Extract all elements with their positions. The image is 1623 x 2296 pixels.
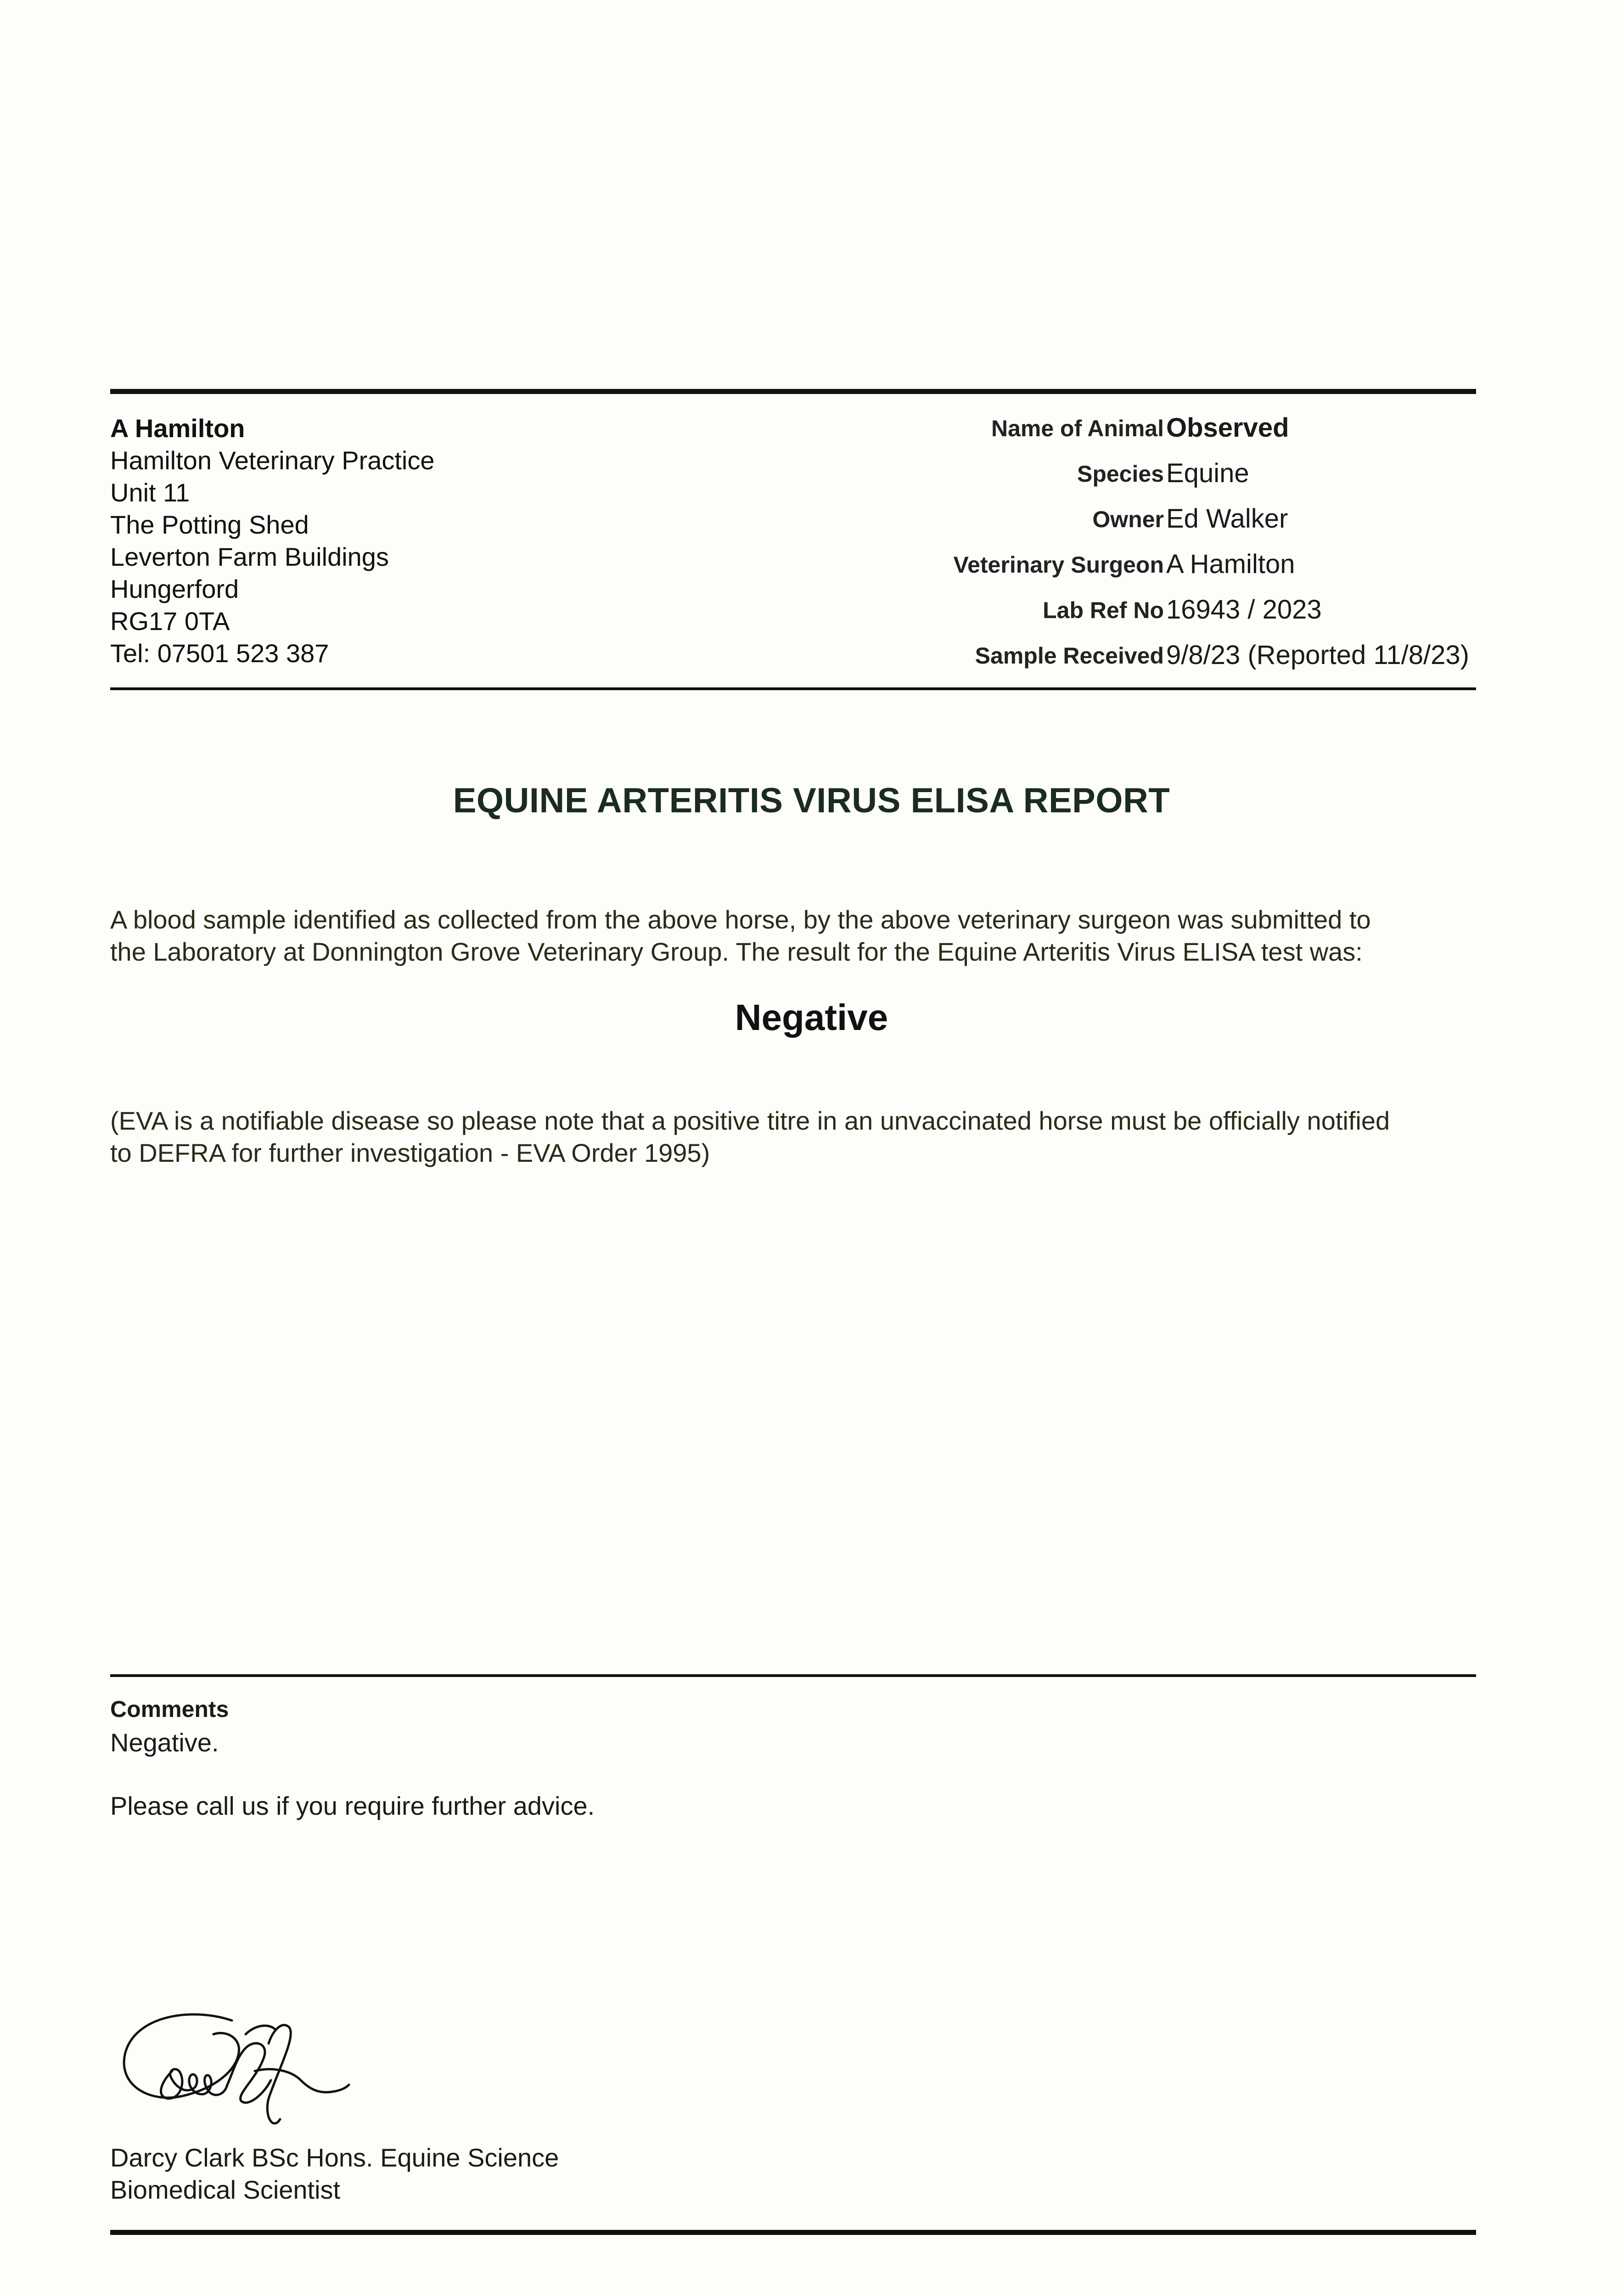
detail-label: Name of Animal [991, 416, 1164, 441]
note-line: (EVA is a notifiable disease so please note that a positive titre in an unvaccinated horse must be officially notified [110, 1106, 1390, 1135]
note-line: to DEFRA for further investigation - EVA Order 1995) [110, 1138, 710, 1167]
detail-label: Owner [1092, 506, 1164, 532]
sender-name: A Hamilton [110, 414, 245, 443]
signatory-title: Biomedical Scientist [110, 2175, 341, 2204]
detail-row-species [803, 458, 1476, 503]
detail-label: Lab Ref No [1043, 597, 1164, 623]
detail-value: 9/8/23 (Reported 11/8/23) [1166, 640, 1469, 670]
detail-row-vet-surgeon [803, 549, 1476, 594]
header-bottom-rule [110, 687, 1476, 690]
detail-value: Observed [1166, 413, 1289, 443]
detail-row-animal-name [803, 412, 1476, 458]
handwritten-signature [117, 2002, 356, 2140]
footer-rule [110, 2230, 1476, 2235]
address-line: The Potting Shed [110, 510, 309, 539]
address-phone: Tel: 07501 523 387 [110, 639, 329, 668]
address-line: Hamilton Veterinary Practice [110, 446, 435, 475]
detail-label: Veterinary Surgeon [953, 552, 1164, 578]
detail-value: Equine [1166, 458, 1249, 488]
comments-label: Comments [110, 1696, 229, 1722]
report-title: EQUINE ARTERITIS VIRUS ELISA REPORT [453, 781, 1170, 820]
animal-details [803, 412, 1476, 685]
detail-row-lab-ref [803, 594, 1476, 640]
signatory-name: Darcy Clark BSc Hons. Equine Science [110, 2143, 559, 2172]
detail-row-owner [803, 503, 1476, 549]
address-line: Leverton Farm Buildings [110, 542, 389, 571]
sender-address [110, 412, 435, 670]
detail-label: Species [1077, 461, 1164, 487]
address-line: Hungerford [110, 574, 239, 603]
signatory [110, 2142, 559, 2206]
test-result: Negative [735, 997, 888, 1038]
comments-rule [110, 1674, 1476, 1677]
address-line: Unit 11 [110, 478, 190, 507]
intro-line: A blood sample identified as collected from the above horse, by the above veterinary surgeon was submitted to [110, 905, 1371, 934]
address-line: RG17 0TA [110, 607, 230, 636]
comments-text: Negative. [110, 1728, 219, 1757]
intro-paragraph [110, 904, 1476, 968]
detail-value: 16943 / 2023 [1166, 595, 1322, 625]
detail-value: Ed Walker [1166, 504, 1288, 534]
detail-value: A Hamilton [1166, 549, 1295, 579]
detail-row-sample-received [803, 640, 1476, 685]
detail-label: Sample Received [975, 643, 1164, 669]
header-top-rule [110, 389, 1476, 394]
intro-line: the Laboratory at Donnington Grove Veterinary Group. The result for the Equine Arteritis Virus ELISA test was: [110, 937, 1363, 966]
notifiable-note [110, 1105, 1476, 1169]
advice-text: Please call us if you require further advice. [110, 1791, 595, 1820]
